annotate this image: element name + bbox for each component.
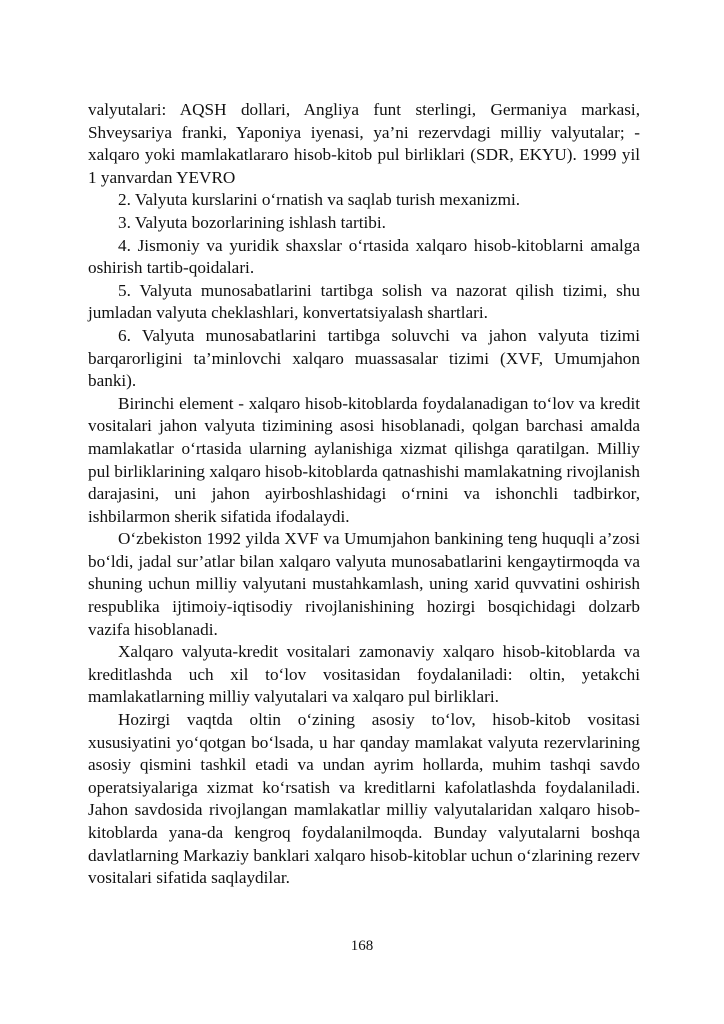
paragraph-uzbekistan: O‘zbekiston 1992 yilda XVF va Umumjahon bankining teng huquqli a’zosi bo‘ldi, jadal sur’atlar bilan xalqaro valyuta munosabatlarini kengaytirmoqda va shuning uchun milliy valyutani mustahkamlash, uning xarid quvvatini oshirish respublika ijtimoiy-iqtisodiy rivojlanishining hozirgi bosqichidagi dolzarb vazifa hisoblanadi. xyxy=(88,529,640,639)
page-body xyxy=(88,99,640,890)
page-number: 168 xyxy=(350,938,374,954)
paragraph-item-4: 4. Jismoniy va yuridik shaxslar o‘rtasida xalqaro hisob-kitoblarni amalga oshirish tartib-qoidalari. xyxy=(88,235,640,278)
paragraph-credit-instruments: Xalqaro valyuta-kredit vositalari zamonaviy xalqaro hisob-kitoblarda va kreditlashda uch xil to‘lov vositasidan foydalaniladi: oltin, yetakchi mamlakatlarning milliy valyutalari va xalqaro pul birliklari. xyxy=(88,642,640,707)
paragraph-gold: Hozirgi vaqtda oltin o‘zining asosiy to‘lov, hisob-kitob vositasi xususiyatini yo‘qotgan bo‘lsada, u har qanday mamlakat valyuta rezervlarining asosiy qismini tashkil etadi va undan ayrim hollarda, muhim tashqi savdo operatsiyalariga xizmat ko‘rsatish va kreditlarni kafolatlashda foydalaniladi. Jahon savdosida rivojlangan mamlakatlar milliy valyutalaridan xalqaro hisob-kitoblarda yana-da kengroq foydalanilmoqda. Bunday valyutalarni boshqa davlatlarning Markaziy banklari xalqaro hisob-kitoblar uchun o‘zlarining rezerv vositalari sifatida saqlaydilar. xyxy=(88,710,640,888)
paragraph-item-6: 6. Valyuta munosabatlarini tartibga soluvchi va jahon valyuta tizimi barqarorligini ta’minlovchi xalqaro muassasalar tizimi (XVF, Umumjahon banki). xyxy=(88,325,640,391)
paragraph-item-3: 3. Valyuta bozorlarining ishlash tartibi. xyxy=(118,212,386,232)
paragraph-first-element: Birinchi element - xalqaro hisob-kitoblarda foydalanadigan to‘lov va kredit vositalari jahon valyuta tizimining asosi hisoblanadi, qolgan barchasi amalda mamlakatlar o‘rtasida ularning aylanishiga xizmat qilishga qaratilgan. Milliy pul birliklarining xalqaro hisob-kitoblarda qatnashishi mamlakatning rivojlanish darajasini, uni jahon ayirboshlashidagi o‘rnini va ishonchli tadbirkor, ishbilarmon sherik sifatida ifodalaydi. xyxy=(88,393,640,526)
paragraph-item-2: 2. Valyuta kurslarini o‘rnatish va saqlab turish mexanizmi. xyxy=(118,190,521,210)
paragraph-currencies-list: valyutalari: AQSH dollari, Angliya funt sterlingi, Germaniya markasi, Shveysariya franki, Yaponiya iyenasi, ya’ni rezervdagi milliy valyutalar; - xalqaro yoki mamlakatlararo hisob-kitob pul birliklari (SDR, EKYU). 1999 yil 1 yanvardan YEVRO xyxy=(88,100,640,187)
paragraph-item-5: 5. Valyuta munosabatlarini tartibga solish va nazorat qilish tizimi, shu jumladan valyuta cheklashlari, konvertatsiyalash shartlari. xyxy=(88,280,640,323)
